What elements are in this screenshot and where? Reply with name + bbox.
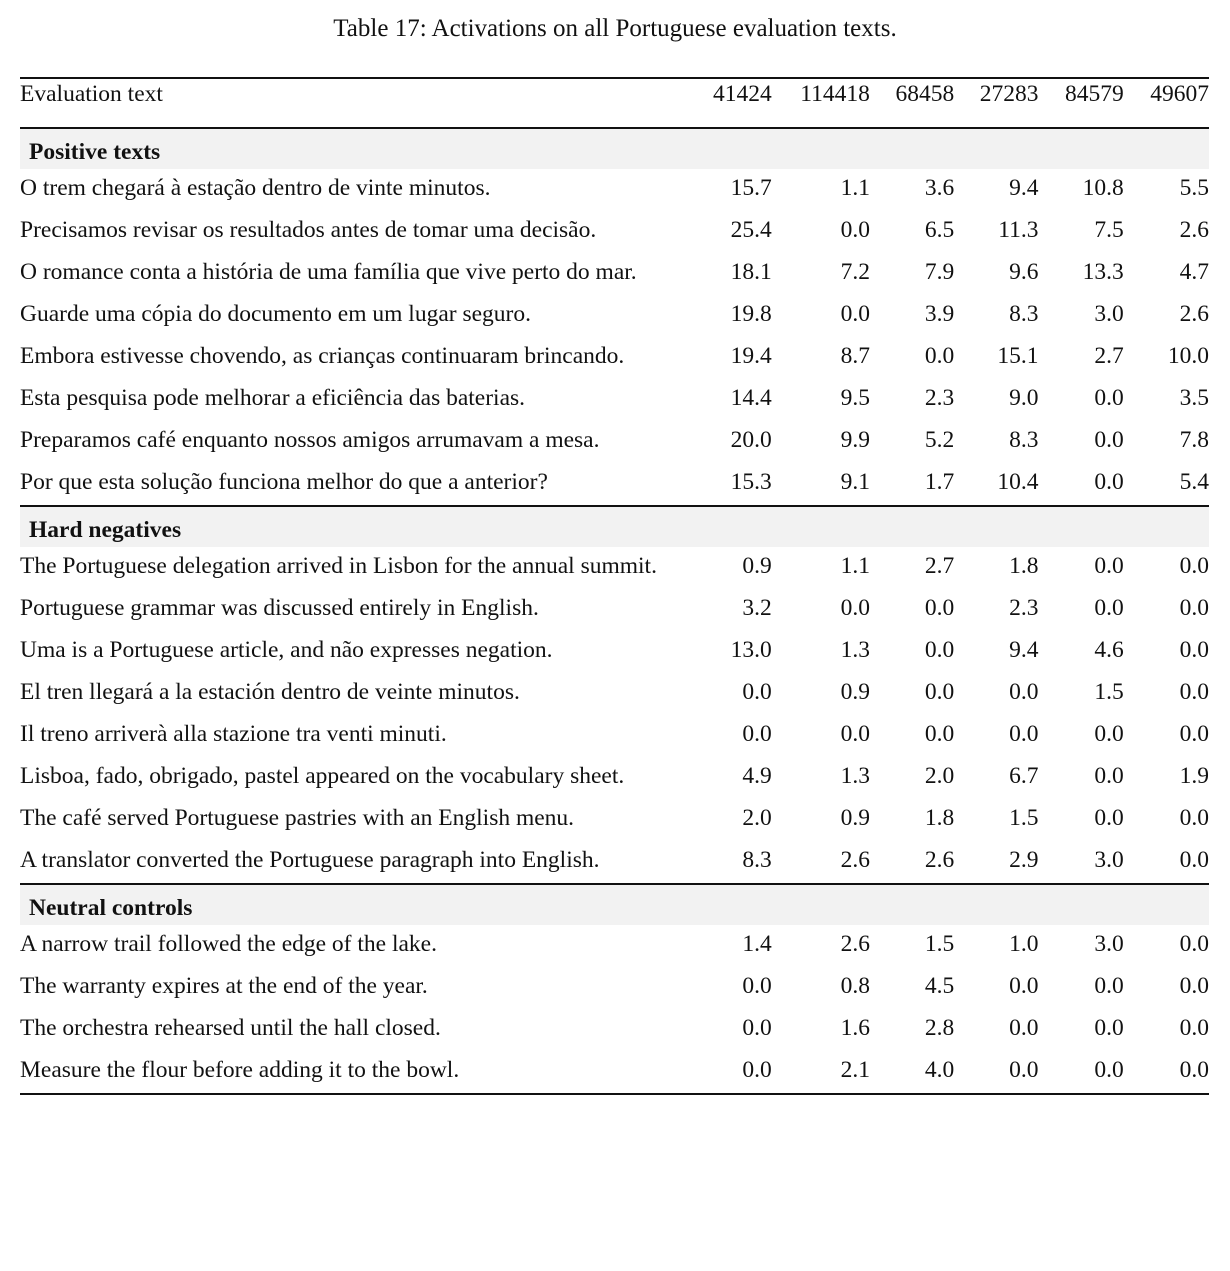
activation-value-cell: 0.0: [924, 343, 955, 369]
evaluation-text-cell: El tren llegará a la estación dentro de veinte minutos.: [20, 679, 520, 705]
activation-value-cell: 25.4: [730, 217, 772, 243]
activation-value-cell: 13.0: [730, 637, 772, 663]
activations-table: [20, 77, 1209, 1095]
table-row: [20, 463, 1209, 506]
activation-value-cell: 3.9: [924, 301, 955, 327]
activation-value-cell: 0.0: [1094, 469, 1124, 495]
activation-value-cell: 1.8: [1009, 553, 1039, 579]
activation-value-cell: 1.1: [840, 175, 870, 201]
header-feature: 114418: [800, 81, 870, 107]
table-row: [20, 631, 1209, 673]
table-row: [20, 673, 1209, 715]
table-row: [20, 757, 1209, 799]
activation-value-cell: 8.3: [742, 847, 772, 873]
header-feature: 84579: [1064, 81, 1124, 107]
activation-value-cell: 3.0: [1094, 931, 1124, 957]
activation-value-cell: 0.0: [742, 973, 772, 999]
table-row: [20, 799, 1209, 841]
table-row: [20, 337, 1209, 379]
activation-value-cell: 0.0: [1094, 1057, 1124, 1083]
activation-value-cell: 0.0: [1009, 679, 1039, 705]
activation-value-cell: 0.0: [840, 595, 870, 621]
activation-value-cell: 0.0: [1009, 1057, 1039, 1083]
activation-value-cell: 0.0: [1094, 553, 1124, 579]
activation-value-cell: 0.0: [742, 679, 772, 705]
activation-value-cell: 15.1: [997, 343, 1039, 369]
activation-value-cell: 2.7: [1094, 343, 1124, 369]
header-feature: 68458: [895, 81, 955, 107]
activation-value-cell: 0.0: [1179, 931, 1209, 957]
activation-value-cell: 3.5: [1179, 385, 1209, 411]
activation-value-cell: 7.5: [1094, 217, 1124, 243]
activation-value-cell: 2.8: [924, 1015, 955, 1041]
activation-value-cell: 5.2: [924, 427, 955, 453]
table-row: [20, 295, 1209, 337]
activation-value-cell: 0.8: [840, 973, 870, 999]
section-header-row: [20, 884, 1209, 925]
activation-value-cell: 4.6: [1094, 637, 1124, 663]
activation-value-cell: 2.1: [840, 1057, 870, 1083]
activation-value-cell: 8.3: [1009, 427, 1039, 453]
table-row: [20, 1051, 1209, 1094]
activation-value-cell: 2.6: [1179, 301, 1209, 327]
table-row: [20, 421, 1209, 463]
activation-value-cell: 0.0: [1094, 385, 1124, 411]
activation-value-cell: 15.3: [730, 469, 772, 495]
activation-value-cell: 0.0: [1179, 553, 1209, 579]
activation-value-cell: 18.1: [730, 259, 772, 285]
activation-value-cell: 0.0: [1179, 595, 1209, 621]
activation-value-cell: 2.6: [924, 847, 955, 873]
activation-value-cell: 2.6: [840, 847, 870, 873]
activation-value-cell: 1.1: [840, 553, 870, 579]
activation-value-cell: 0.0: [1094, 1015, 1124, 1041]
table-caption: Table 17: Activations on all Portuguese evaluation texts.: [333, 15, 897, 42]
activation-value-cell: 3.2: [742, 595, 772, 621]
activation-value-cell: 0.0: [1009, 721, 1039, 747]
activation-value-cell: 0.0: [924, 637, 955, 663]
activation-value-cell: 0.0: [924, 595, 955, 621]
activation-value-cell: 7.9: [924, 259, 955, 285]
activation-value-cell: 0.0: [742, 1057, 772, 1083]
table-row: [20, 1009, 1209, 1051]
evaluation-text-cell: The warranty expires at the end of the year.: [20, 973, 428, 999]
header-feature: 49607: [1150, 81, 1209, 107]
header-feature: 27283: [979, 81, 1039, 107]
table-row: [20, 253, 1209, 295]
activation-value-cell: 15.7: [730, 175, 772, 201]
activation-value-cell: 14.4: [730, 385, 772, 411]
activation-value-cell: 0.0: [1179, 1015, 1209, 1041]
table-row: [20, 925, 1209, 967]
activation-value-cell: 19.4: [730, 343, 772, 369]
activation-value-cell: 0.0: [1094, 595, 1124, 621]
table-header-row: [20, 78, 1209, 128]
activation-value-cell: 0.9: [840, 805, 870, 831]
evaluation-text-cell: The orchestra rehearsed until the hall closed.: [20, 1015, 441, 1041]
evaluation-text-cell: Measure the flour before adding it to the bowl.: [20, 1057, 460, 1083]
activation-value-cell: 1.6: [840, 1015, 870, 1041]
evaluation-text-cell: Lisboa, fado, obrigado, pastel appeared on the vocabulary sheet.: [20, 763, 625, 789]
activation-value-cell: 6.5: [924, 217, 955, 243]
section-header-row: [20, 128, 1209, 169]
activation-value-cell: 9.0: [1009, 385, 1039, 411]
activation-value-cell: 0.0: [1179, 679, 1209, 705]
header-evaluation-text: Evaluation text: [20, 81, 163, 107]
activation-value-cell: 1.5: [924, 931, 955, 957]
activation-value-cell: 2.3: [924, 385, 955, 411]
activation-value-cell: 1.7: [924, 469, 955, 495]
activation-value-cell: 4.9: [742, 763, 772, 789]
activation-value-cell: 9.9: [840, 427, 870, 453]
activation-value-cell: 3.0: [1094, 847, 1124, 873]
activation-value-cell: 10.0: [1167, 343, 1209, 369]
activation-value-cell: 0.0: [840, 217, 870, 243]
evaluation-text-cell: A narrow trail followed the edge of the lake.: [20, 931, 437, 957]
activation-value-cell: 0.0: [840, 301, 870, 327]
evaluation-text-cell: Esta pesquisa pode melhorar a eficiência das baterias.: [20, 385, 526, 411]
activation-value-cell: 2.9: [1009, 847, 1039, 873]
header-feature: 41424: [713, 81, 772, 107]
table-row: [20, 547, 1209, 589]
activation-value-cell: 5.4: [1179, 469, 1209, 495]
activation-value-cell: 0.0: [1179, 721, 1209, 747]
evaluation-text-cell: Il treno arriverà alla stazione tra venti minuti.: [20, 721, 447, 747]
evaluation-text-cell: O trem chegará à estação dentro de vinte minutos.: [20, 175, 491, 201]
activation-value-cell: 1.9: [1179, 763, 1209, 789]
activation-value-cell: 8.3: [1009, 301, 1039, 327]
activation-value-cell: 0.0: [1094, 805, 1124, 831]
activation-value-cell: 1.0: [1009, 931, 1039, 957]
activation-value-cell: 0.0: [1179, 973, 1209, 999]
evaluation-text-cell: A translator converted the Portuguese paragraph into English.: [20, 847, 600, 873]
activation-value-cell: 0.0: [1179, 805, 1209, 831]
activation-value-cell: 0.0: [1094, 763, 1124, 789]
activation-value-cell: 1.4: [742, 931, 772, 957]
evaluation-text-cell: Embora estivesse chovendo, as crianças continuaram brincando.: [20, 343, 625, 369]
activation-value-cell: 2.6: [1179, 217, 1209, 243]
activation-value-cell: 3.0: [1094, 301, 1124, 327]
activation-value-cell: 1.8: [924, 805, 955, 831]
activation-value-cell: 9.5: [840, 385, 870, 411]
activation-value-cell: 0.0: [1009, 973, 1039, 999]
evaluation-text-cell: Portuguese grammar was discussed entirely in English.: [20, 595, 539, 621]
activation-value-cell: 4.7: [1179, 259, 1209, 285]
section-title: Neutral controls: [20, 884, 1209, 925]
activation-value-cell: 5.5: [1179, 175, 1209, 201]
evaluation-text-cell: The café served Portuguese pastries with an English menu.: [20, 805, 575, 831]
activation-value-cell: 0.0: [840, 721, 870, 747]
activation-value-cell: 19.8: [730, 301, 772, 327]
activation-value-cell: 0.0: [1009, 1015, 1039, 1041]
activation-value-cell: 0.9: [742, 553, 772, 579]
evaluation-text-cell: Por que esta solução funciona melhor do que a anterior?: [20, 469, 548, 495]
activation-value-cell: 0.0: [1179, 847, 1209, 873]
table-row: [20, 211, 1209, 253]
activation-value-cell: 0.0: [1179, 1057, 1209, 1083]
activation-value-cell: 2.0: [924, 763, 955, 789]
evaluation-text-cell: The Portuguese delegation arrived in Lisbon for the annual summit.: [20, 553, 657, 579]
activation-value-cell: 2.3: [1009, 595, 1039, 621]
activation-value-cell: 0.0: [924, 721, 955, 747]
activation-value-cell: 7.8: [1179, 427, 1209, 453]
activation-value-cell: 1.5: [1094, 679, 1124, 705]
activation-value-cell: 0.0: [924, 679, 955, 705]
activation-value-cell: 7.2: [840, 259, 870, 285]
activation-value-cell: 1.3: [840, 763, 870, 789]
evaluation-text-cell: Guarde uma cópia do documento em um lugar seguro.: [20, 301, 531, 327]
evaluation-text-cell: Preparamos café enquanto nossos amigos arrumavam a mesa.: [20, 427, 600, 453]
activation-value-cell: 8.7: [840, 343, 870, 369]
activation-value-cell: 1.3: [840, 637, 870, 663]
activation-value-cell: 0.0: [742, 1015, 772, 1041]
activation-value-cell: 9.1: [840, 469, 870, 495]
activation-value-cell: 0.0: [1094, 427, 1124, 453]
evaluation-text-cell: O romance conta a história de uma família que vive perto do mar.: [20, 259, 637, 285]
activation-value-cell: 0.9: [840, 679, 870, 705]
activation-value-cell: 4.0: [924, 1057, 955, 1083]
activation-value-cell: 6.7: [1009, 763, 1039, 789]
activation-value-cell: 2.6: [840, 931, 870, 957]
section-title: Positive texts: [20, 128, 1209, 169]
section-header-row: [20, 506, 1209, 547]
activation-value-cell: 2.7: [924, 553, 955, 579]
activation-value-cell: 11.3: [998, 217, 1039, 243]
activation-value-cell: 9.6: [1009, 259, 1039, 285]
activation-value-cell: 0.0: [742, 721, 772, 747]
activation-value-cell: 0.0: [1094, 973, 1124, 999]
table-row: [20, 169, 1209, 211]
table-row: [20, 967, 1209, 1009]
activation-value-cell: 9.4: [1009, 637, 1039, 663]
activation-value-cell: 2.0: [742, 805, 772, 831]
activation-value-cell: 0.0: [1179, 637, 1209, 663]
evaluation-text-cell: Uma is a Portuguese article, and não expresses negation.: [20, 637, 553, 663]
activation-value-cell: 10.4: [997, 469, 1039, 495]
activation-value-cell: 4.5: [924, 973, 955, 999]
table-row: [20, 841, 1209, 884]
activation-value-cell: 0.0: [1094, 721, 1124, 747]
section-title: Hard negatives: [20, 506, 1209, 547]
activation-value-cell: 3.6: [924, 175, 955, 201]
activation-value-cell: 10.8: [1082, 175, 1124, 201]
activation-value-cell: 13.3: [1082, 259, 1124, 285]
activation-value-cell: 1.5: [1009, 805, 1039, 831]
activation-value-cell: 20.0: [730, 427, 772, 453]
activation-value-cell: 9.4: [1009, 175, 1039, 201]
table-body: [20, 128, 1209, 1094]
table-row: [20, 379, 1209, 421]
evaluation-text-cell: Precisamos revisar os resultados antes de tomar uma decisão.: [20, 217, 597, 243]
table-row: [20, 589, 1209, 631]
table-row: [20, 715, 1209, 757]
